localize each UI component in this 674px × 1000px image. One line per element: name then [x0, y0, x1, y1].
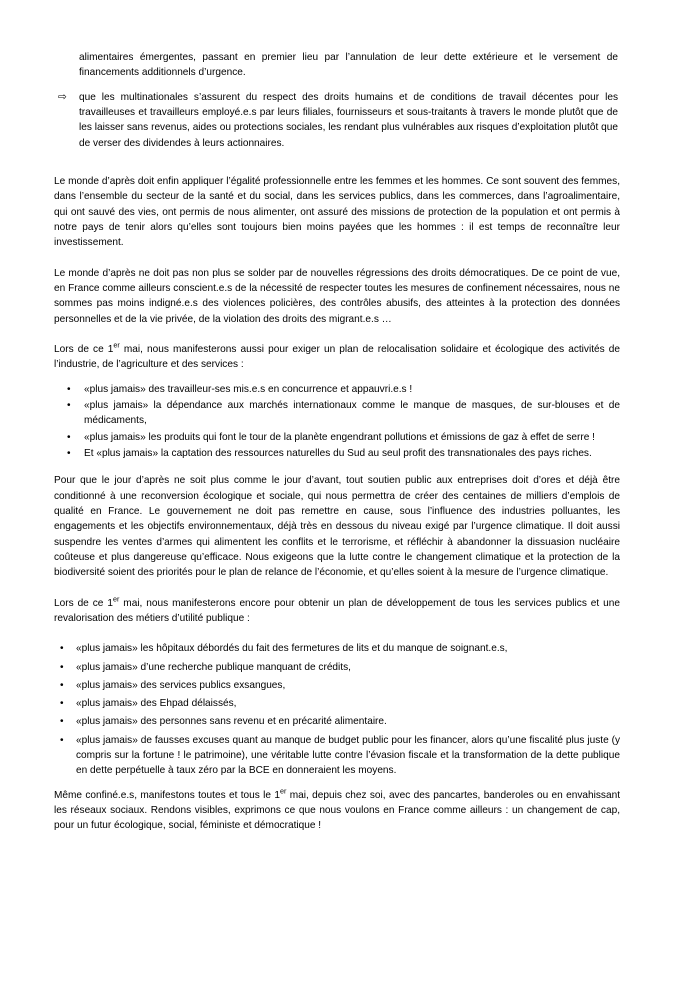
bullet-icon: • — [60, 679, 64, 691]
paragraph-relocalisation-intro — [54, 342, 620, 373]
bullet-icon: • — [67, 447, 71, 459]
list-item-text: «plus jamais» les hôpitaux débordés du fait des fermetures de lits et du manque de soignant.e.s, — [76, 643, 508, 655]
text-before-superscript: Lors de ce 1 — [54, 343, 114, 355]
bullet-icon: • — [60, 661, 64, 673]
list-item-text: «plus jamais» les produits qui font le tour de la planète engendrant pollutions et émissions de gaz à effet de serre ! — [84, 431, 595, 443]
text-before-superscript: Lors de ce 1 — [54, 597, 113, 609]
list-item — [54, 696, 620, 711]
list-item — [54, 641, 620, 656]
bullet-icon: • — [67, 431, 71, 443]
bullet-icon: • — [60, 698, 64, 710]
arrow-right-icon: ⇨ — [58, 90, 67, 103]
list-item — [54, 430, 620, 445]
list-item-text: «plus jamais» de fausses excuses quant au manque de budget public pour les financer, alors qu’une fiscalité plus juste (y compris sur la fortune ! le patrimoine), une véritable lutte contre l’évasion fiscale et la transformation de la dette publique en dette perpétuelle à taux zéro par la BCE en donneraient les moyens. — [76, 734, 620, 777]
text-after-superscript: mai, nous manifesterons aussi pour exiger un plan de relocalisation solidaire et écologique des activités de l’industrie, de l’agriculture et des services : — [54, 343, 620, 371]
list-item — [54, 660, 620, 675]
bullet-list-relocalisation — [54, 382, 620, 462]
spacer — [54, 151, 620, 174]
list-item-text: Et «plus jamais» la captation des ressources naturelles du Sud au seul profit des transnationales des pays riches. — [84, 447, 592, 459]
bullet-icon: • — [67, 399, 71, 411]
bullet-icon: • — [60, 734, 64, 746]
spacer — [54, 462, 620, 473]
list-item — [54, 446, 620, 461]
paragraph-public-services-intro — [54, 596, 620, 627]
list-item-text: «plus jamais» des Ehpad délaissés, — [76, 698, 237, 710]
list-item — [54, 678, 620, 693]
list-item — [54, 382, 620, 397]
paragraph-equality: Le monde d’après doit enfin appliquer l’égalité professionnelle entre les femmes et les hommes. Ce sont souvent des femmes, dans l’ensemble du secteur de la santé et du social, dans les services publics, dans les commerces, dans l’agroalimentaire, qui ont sauvé des vies, ont permis de nous alimenter, ont assuré des missions de protection de la population et ont permis à notre pays de tenir alors qu’elles sont toujours bien moins payées que les hommes : il est temps de reconnaître leur investissement. — [54, 175, 620, 249]
arrow-list-item-text: que les multinationales s’assurent du respect des droits humains et de conditions de travail décentes pour les travailleuses et travailleurs employé.e.s par leurs filiales, fournisseurs et sous-traitants à travers le monde plutôt que de les laisser sans revenus, aides ou protections sociales, les rendant plus vulnérables aux risques d’exploitation plutôt que de verser des dividendes à leurs actionnaires. — [79, 91, 618, 149]
bullet-icon: • — [60, 716, 64, 728]
arrow-list-item — [54, 90, 618, 151]
list-item-text: «plus jamais» des personnes sans revenu et en précarité alimentaire. — [76, 716, 387, 728]
ordinal-superscript: er — [112, 594, 120, 604]
text-after-superscript: mai, depuis chez soi, avec des pancartes, banderoles ou en envahissant les réseaux sociaux. Rendons visibles, exprimons ce que nous voulons en France comme ailleurs : un changement de cap, pour un futur écologique, social, féministe et démocratique ! — [54, 789, 621, 832]
text-before-superscript: Même confiné.e.s, manifestons toutes et tous le 1 — [54, 789, 280, 801]
paragraph-closing — [54, 788, 620, 834]
list-item — [54, 714, 620, 729]
list-item-text: «plus jamais» la dépendance aux marchés internationaux comme le manque de masques, de sur-blouses et de médicaments, — [84, 399, 620, 427]
paragraph-democratic-rights: Le monde d’après ne doit pas non plus se solder par de nouvelles régressions des droits démocratiques. De ce point de vue, en France comme ailleurs conscient.e.s de la nécessité de respecter toutes les mesures de confinement nécessaires, nous ne sommes pas moins indigné.e.s des violences policières, des contrôles abusifs, des atteintes à la protection des données personnelles et de la vie privée, de la violation des droits des migrant.e.s … — [54, 267, 620, 325]
bullet-list-public-services — [54, 641, 620, 779]
bullet-icon: • — [67, 383, 71, 395]
list-item — [54, 733, 620, 779]
paragraph-public-support: Pour que le jour d’après ne soit plus comme le jour d’avant, tout soutien public aux entreprises doit d’ores et déjà être conditionné à une reconversion écologique et sociale, qui nous permettra de créer des centaines de milliers d’emplois de qualité en France. Le gouvernement ne doit pas remettre en cause, sous l’influence des industries polluantes, les engagements et les objectifs environnementaux, déjà très en dessous du niveau exigé par l’urgence climatique. Il doit aussi suspendre les ventes d’armes qui alimentent les conflits et le terrorisme, et réfléchir à abandonner la dissuasion nucléaire coûteuse et plus dangereuse qu’efficace. Nous exigeons que la lutte contre le changement climatique et la protection de la biodiversité soient des priorités pour le plan de relance de l’économie, et qu’elles soient à la mesure de l’urgence climatique. — [54, 475, 620, 579]
list-item-text: «plus jamais» des travailleur-ses mis.e.s en concurrence et appauvri.e.s ! — [84, 383, 413, 395]
list-item-text: «plus jamais» d’une recherche publique manquant de crédits, — [76, 661, 351, 673]
ordinal-superscript: er — [113, 340, 120, 350]
text-after-superscript: mai, nous manifesterons encore pour obtenir un plan de développement de tous les services publics et une revalorisation des métiers d’utilité publique : — [54, 597, 620, 624]
list-item — [54, 398, 620, 429]
list-item-text: «plus jamais» des services publics exsangues, — [76, 679, 286, 691]
ordinal-superscript: er — [279, 786, 287, 796]
paragraph-continuation: alimentaires émergentes, passant en premier lieu par l’annulation de leur dette extérieure et le versement de financements additionnels d’urgence. — [79, 52, 618, 79]
bullet-icon: • — [60, 643, 64, 655]
